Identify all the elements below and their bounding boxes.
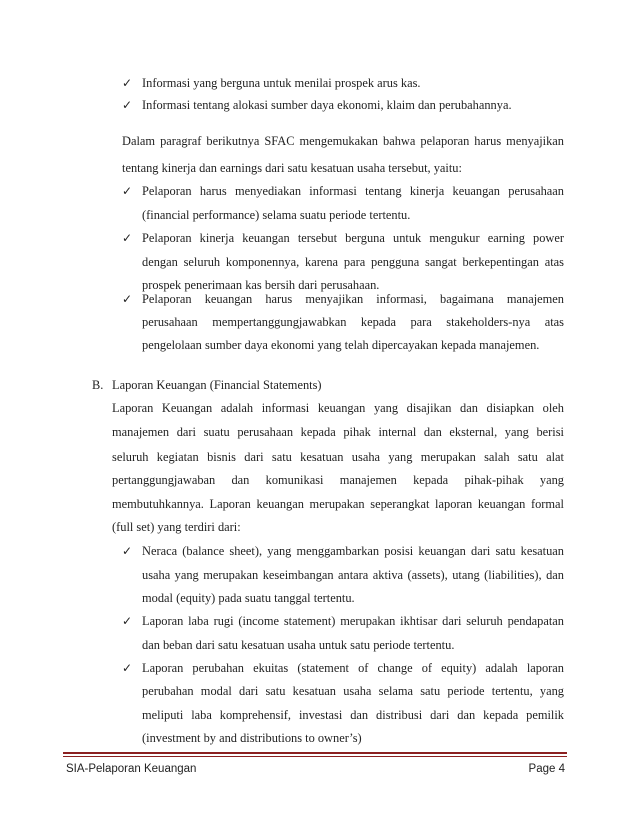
section-b-label: B. xyxy=(92,378,104,392)
sfac-bullet-2-line-2: dengan seluruh komponennya, karena para pengguna sangat berkepentingan atas xyxy=(142,255,564,269)
section-b-bullet-2-line-1: Laporan laba rugi (income statement) merupakan ikhtisar dari seluruh pendapatan xyxy=(142,614,564,628)
footer-rule-thick xyxy=(63,752,567,754)
intro-bullet-2: Informasi tentang alokasi sumber daya ekonomi, klaim dan perubahannya. xyxy=(142,98,512,112)
footer-rule-thin xyxy=(63,756,567,757)
section-b-paragraph-line-1: Laporan Keuangan adalah informasi keuangan yang disajikan dan disiapkan oleh xyxy=(112,401,564,415)
check-icon: ✓ xyxy=(122,544,133,558)
check-icon: ✓ xyxy=(122,231,133,245)
check-icon: ✓ xyxy=(122,98,133,112)
sfac-bullet-2-line-1: Pelaporan kinerja keuangan tersebut berguna untuk mengukur earning power xyxy=(142,231,564,245)
intro-bullet-1: Informasi yang berguna untuk menilai prospek arus kas. xyxy=(142,76,421,90)
section-b-bullet-3-line-1: Laporan perubahan ekuitas (statement of change of equity) adalah laporan xyxy=(142,661,564,675)
section-b-paragraph-line-5: membutuhkannya. Laporan keuangan merupakan seperangkat laporan keuangan formal xyxy=(112,497,564,511)
sfac-bullet-3-line-2: perusahaan mempertanggungjawabkan kepada para stakeholders-nya atas xyxy=(142,315,564,329)
section-b-heading: Laporan Keuangan (Financial Statements) xyxy=(112,378,322,392)
sfac-bullet-1-line-1: Pelaporan harus menyediakan informasi tentang kinerja keuangan perusahaan xyxy=(142,184,564,198)
footer-document-title: SIA-Pelaporan Keuangan xyxy=(66,763,197,775)
check-icon: ✓ xyxy=(122,184,133,198)
sfac-bullet-3-line-3: pengelolaan sumber daya ekonomi yang telah dipercayakan kepada manajemen. xyxy=(142,338,540,352)
sfac-paragraph-line-1: Dalam paragraf berikutnya SFAC mengemukakan bahwa pelaporan harus menyajikan xyxy=(122,134,564,148)
section-b-paragraph-line-4: pertanggungjawaban dan komunikasi manajemen kepada pihak-pihak yang xyxy=(112,473,564,487)
check-icon: ✓ xyxy=(122,76,133,90)
section-b-paragraph-line-6: (full set) yang terdiri dari: xyxy=(112,520,241,534)
section-b-bullet-1-line-3: modal (equity) pada suatu tanggal tertentu. xyxy=(142,591,355,605)
check-icon: ✓ xyxy=(122,292,133,306)
section-b-bullet-2-line-2: dan beban dari satu kesatuan usaha untuk satu periode tertentu. xyxy=(142,638,455,652)
sfac-bullet-2-line-3: prospek penerimaan kas bersih dari perusahaan. xyxy=(142,278,380,292)
section-b-paragraph-line-3: seluruh kegiatan bisnis dari satu kesatuan usaha yang merupakan salah satu alat xyxy=(112,450,564,464)
sfac-paragraph-line-2: tentang kinerja dan earnings dari satu kesatuan usaha tersebut, yaitu: xyxy=(122,161,462,175)
sfac-bullet-3-line-1: Pelaporan keuangan harus menyajikan informasi, bagaimana manajemen xyxy=(142,292,564,306)
section-b-bullet-3-line-3: meliputi laba komprehensif, investasi dan distribusi dari dan kepada pemilik xyxy=(142,708,564,722)
section-b-paragraph-line-2: manajemen dari suatu perusahaan kepada pihak internal dan eksternal, yang berisi xyxy=(112,425,564,439)
check-icon: ✓ xyxy=(122,661,133,675)
section-b-bullet-3-line-4: (investment by and distributions to owner’s) xyxy=(142,731,362,745)
section-b-bullet-1-line-1: Neraca (balance sheet), yang menggambarkan posisi keuangan dari satu kesatuan xyxy=(142,544,564,558)
check-icon: ✓ xyxy=(122,614,133,628)
sfac-bullet-1-line-2: (financial performance) selama suatu periode tertentu. xyxy=(142,208,411,222)
section-b-bullet-3-line-2: perubahan modal dari satu kesatuan usaha selama satu periode tertentu, yang xyxy=(142,684,564,698)
section-b-bullet-1-line-2: usaha yang merupakan keseimbangan antara aktiva (assets), utang (liabilities), dan xyxy=(142,568,564,582)
footer-page-number: Page 4 xyxy=(528,763,565,775)
